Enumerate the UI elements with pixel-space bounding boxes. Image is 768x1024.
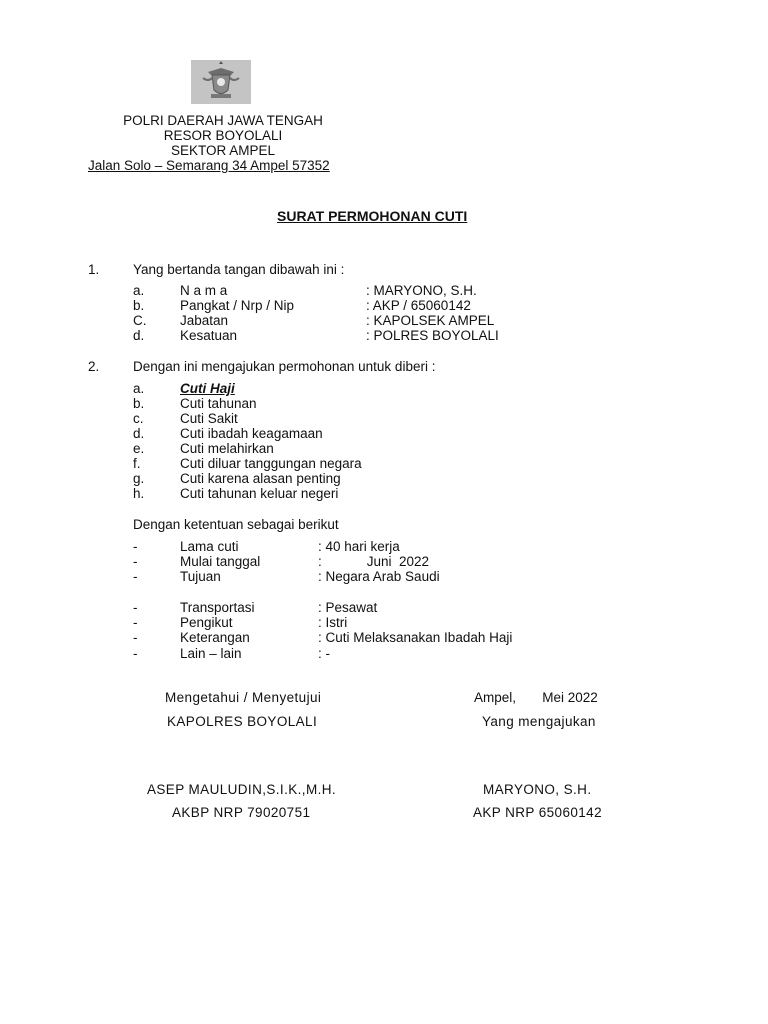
term-label: Mulai tanggal [180, 554, 261, 569]
identity-value: : MARYONO, S.H. [366, 283, 477, 298]
place-date: Ampel, Mei 2022 [474, 690, 598, 705]
left-signatory-rank: AKBP NRP 79020751 [172, 805, 311, 820]
leave-option-selected: Cuti Haji [180, 381, 235, 396]
term-label: Transportasi [180, 600, 255, 615]
leave-option: Cuti tahunan keluar negeri [180, 486, 339, 501]
leave-option-letter: h. [133, 486, 145, 501]
term-dash: - [133, 569, 138, 584]
term-label: Pengikut [180, 615, 233, 630]
term-value: : - [318, 646, 330, 661]
identity-value: : KAPOLSEK AMPEL [366, 313, 495, 328]
identity-label: Kesatuan [180, 328, 238, 343]
section-1-intro: Yang bertanda tangan dibawah ini : [133, 262, 345, 277]
identity-letter: a. [133, 283, 145, 298]
term-label: Lama cuti [180, 539, 239, 554]
term-dash: - [133, 630, 138, 645]
leave-option: Cuti ibadah keagamaan [180, 426, 323, 441]
right-signatory-rank: AKP NRP 65060142 [473, 805, 602, 820]
identity-letter: C. [133, 313, 147, 328]
leave-option-letter: c. [133, 411, 144, 426]
identity-label: Pangkat / Nrp / Nip [180, 298, 295, 313]
leave-option: Cuti tahunan [180, 396, 257, 411]
term-value: : Istri [318, 615, 348, 630]
police-emblem-icon [191, 60, 251, 104]
term-label: Lain – lain [180, 646, 242, 661]
section-2-number: 2. [88, 359, 100, 374]
term-value: : Juni 2022 [318, 554, 430, 569]
identity-letter: b. [133, 298, 145, 313]
identity-label: N a m a [180, 283, 228, 298]
left-approval-label: Mengetahui / Menyetujui [165, 690, 322, 705]
leave-option-letter: b. [133, 396, 145, 411]
terms-intro: Dengan ketentuan sebagai berikut [133, 517, 339, 532]
term-dash: - [133, 646, 138, 661]
right-applicant-label: Yang mengajukan [482, 714, 596, 729]
leave-option: Cuti melahirkan [180, 441, 274, 456]
leave-option: Cuti diluar tanggungan negara [180, 456, 362, 471]
term-label: Tujuan [180, 569, 221, 584]
section-2-intro: Dengan ini mengajukan permohonan untuk diberi : [133, 359, 436, 374]
leave-option-letter: e. [133, 441, 145, 456]
term-dash: - [133, 554, 138, 569]
term-dash: - [133, 539, 138, 554]
term-value: : Cuti Melaksanakan Ibadah Haji [318, 630, 513, 645]
leave-option-letter: d. [133, 426, 145, 441]
term-value: : Pesawat [318, 600, 378, 615]
term-label: Keterangan [180, 630, 250, 645]
term-value: : 40 hari kerja [318, 539, 400, 554]
right-signatory-name: MARYONO, S.H. [483, 782, 592, 797]
header-org-line-2: RESOR BOYOLALI [163, 128, 283, 143]
leave-option: Cuti Sakit [180, 411, 238, 426]
document-title: SURAT PERMOHONAN CUTI [277, 208, 468, 224]
term-dash: - [133, 600, 138, 615]
identity-value: : AKP / 65060142 [366, 298, 471, 313]
leave-option-letter: f. [133, 456, 141, 471]
left-signatory-name: ASEP MAULUDIN,S.I.K.,M.H. [147, 782, 337, 797]
term-value: : Negara Arab Saudi [318, 569, 440, 584]
section-1-number: 1. [88, 262, 100, 277]
term-dash: - [133, 615, 138, 630]
identity-label: Jabatan [180, 313, 229, 328]
header-org-line-1: POLRI DAERAH JAWA TENGAH [123, 113, 323, 128]
identity-value: : POLRES BOYOLALI [366, 328, 499, 343]
identity-letter: d. [133, 328, 145, 343]
leave-option-letter: a. [133, 381, 145, 396]
header-org-line-3: SEKTOR AMPEL [170, 143, 276, 158]
leave-option: Cuti karena alasan penting [180, 471, 341, 486]
leave-option-letter: g. [133, 471, 145, 486]
left-approver-title: KAPOLRES BOYOLALI [167, 714, 318, 729]
header-address: Jalan Solo – Semarang 34 Ampel 57352 [88, 158, 330, 173]
